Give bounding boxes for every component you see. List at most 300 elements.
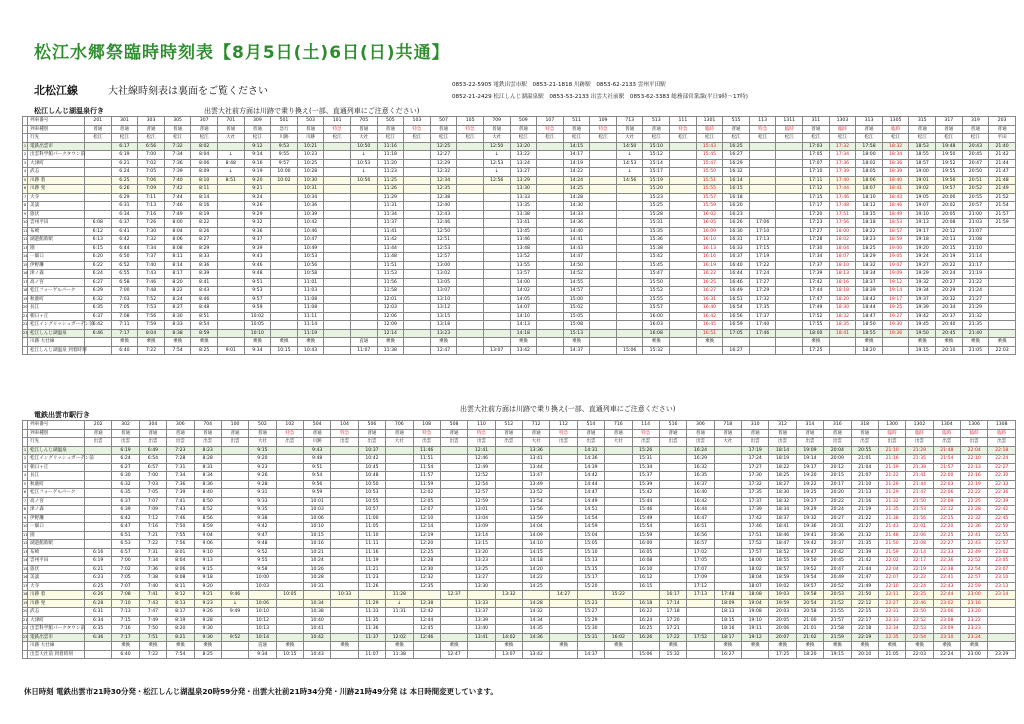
time-cell: 17:19 xyxy=(749,253,776,262)
time-cell xyxy=(440,540,467,549)
time-cell xyxy=(324,304,351,313)
time-cell: 15:23 xyxy=(577,599,604,608)
time-cell xyxy=(440,523,467,532)
time-cell xyxy=(331,540,358,549)
summary-cell: 18:20 xyxy=(856,346,883,355)
time-cell xyxy=(217,278,244,287)
time-cell xyxy=(776,236,803,245)
time-cell xyxy=(457,151,484,160)
header-cell: 201 xyxy=(85,117,112,126)
time-cell: 20:45 xyxy=(936,329,963,338)
time-cell: 7:34 xyxy=(138,244,165,253)
time-cell: 8:06 xyxy=(191,159,218,168)
line-name: 北松江線 xyxy=(34,84,78,97)
time-cell: 8:43 xyxy=(191,287,218,296)
time-cell xyxy=(537,159,564,168)
time-cell xyxy=(495,455,522,464)
time-cell: 20:58 xyxy=(796,608,823,617)
time-cell: 6:26 xyxy=(85,591,112,600)
header-cell: 特急 xyxy=(749,125,776,134)
time-cell xyxy=(776,244,803,253)
time-cell xyxy=(404,151,431,160)
time-cell: 10:50 xyxy=(358,480,385,489)
time-cell: 14:22 xyxy=(563,168,590,177)
time-cell: 10:55 xyxy=(358,497,385,506)
time-cell: 7:16 xyxy=(139,523,166,532)
summary-cell xyxy=(605,650,632,659)
header-cell: 普通 xyxy=(989,125,1016,134)
time-cell xyxy=(404,159,431,168)
time-cell xyxy=(350,210,377,219)
time-cell xyxy=(276,531,303,540)
time-cell: 7:56 xyxy=(167,540,194,549)
time-cell: 17:34 xyxy=(803,253,830,262)
time-cell: 9:36 xyxy=(244,227,271,236)
table-row xyxy=(23,193,1016,202)
time-cell: 13:04 xyxy=(468,514,495,523)
time-cell xyxy=(776,295,803,304)
time-cell: 8:38 xyxy=(164,329,191,338)
summary-cell: 21:05 xyxy=(878,650,905,659)
time-cell xyxy=(276,480,303,489)
time-cell: 18:14 xyxy=(769,446,796,455)
time-cell xyxy=(386,446,413,455)
time-cell: 18:57 xyxy=(909,159,936,168)
time-cell: 12:14 xyxy=(413,523,440,532)
time-cell xyxy=(670,295,697,304)
time-cell xyxy=(776,176,803,185)
time-cell: 22:27 xyxy=(988,463,1016,472)
time-cell: 10:58 xyxy=(297,270,324,279)
station-name: 松江しんじ湖温泉 xyxy=(28,329,85,338)
time-cell: 9:30 xyxy=(194,625,221,634)
summary-cell: 7:22 xyxy=(138,346,165,355)
time-cell: 8:48 xyxy=(217,159,244,168)
header-cell: 309 xyxy=(244,117,271,126)
station-name: 美談 xyxy=(28,202,85,211)
row-number: 19 xyxy=(23,599,28,608)
time-cell: 11:11 xyxy=(297,312,324,321)
time-cell xyxy=(483,270,510,279)
time-cell: 12:02 xyxy=(413,489,440,498)
time-cell xyxy=(404,142,431,151)
time-cell xyxy=(271,295,298,304)
time-cell: 18:57 xyxy=(882,227,909,236)
time-cell: 22:50 xyxy=(988,523,1016,532)
time-cell: 20:00 xyxy=(936,193,963,202)
header-cell: 511 xyxy=(563,117,590,126)
time-cell: 12:30 xyxy=(413,565,440,574)
summary-cell: 乗換 xyxy=(331,642,358,651)
time-cell: 19:10 xyxy=(742,616,769,625)
time-cell: 21:38 xyxy=(878,514,905,523)
time-cell: 21:58 xyxy=(824,625,851,634)
time-cell xyxy=(616,329,643,338)
time-cell: 17:40 xyxy=(749,321,776,330)
time-cell: 8:59 xyxy=(194,523,221,532)
time-cell: ↓ xyxy=(350,168,377,177)
time-cell xyxy=(440,531,467,540)
time-cell: 15:00 xyxy=(563,295,590,304)
time-cell xyxy=(670,151,697,160)
time-cell: 21:38 xyxy=(906,463,933,472)
time-cell: 13:41 xyxy=(468,633,495,642)
summary-cell: 乗換 xyxy=(191,338,218,347)
time-cell: 22:20 xyxy=(933,523,960,532)
time-cell xyxy=(605,489,632,498)
time-cell xyxy=(495,472,522,481)
time-cell: 13:24 xyxy=(510,159,537,168)
header-cell: 出雲 xyxy=(194,438,221,447)
time-cell: 15:42 xyxy=(643,253,670,262)
time-cell xyxy=(659,446,686,455)
time-cell: 18:00 xyxy=(856,151,883,160)
time-cell xyxy=(271,253,298,262)
time-cell xyxy=(404,244,431,253)
time-cell: 22:57 xyxy=(988,540,1016,549)
time-cell xyxy=(590,304,617,313)
time-cell: 7:59 xyxy=(138,321,165,330)
time-cell: 6:36 xyxy=(85,633,112,642)
time-cell: 12:29 xyxy=(430,159,457,168)
time-cell: 6:25 xyxy=(85,582,112,591)
time-cell: 10:10 xyxy=(244,329,271,338)
summary-cell: 乗換 xyxy=(430,338,457,347)
header-cell: 出雲 xyxy=(632,438,659,447)
time-cell xyxy=(537,278,564,287)
time-cell: 15:20 xyxy=(577,582,604,591)
time-cell: 18:53 xyxy=(909,142,936,151)
time-cell: 21:41 xyxy=(906,472,933,481)
time-cell: 10:38 xyxy=(304,608,331,617)
time-cell: 6:35 xyxy=(85,304,112,313)
time-cell: 22:24 xyxy=(988,455,1016,464)
time-cell: 22:35 xyxy=(878,633,905,642)
table-row xyxy=(23,497,1016,506)
time-cell: 11:59 xyxy=(413,480,440,489)
time-cell: 17:46 xyxy=(742,523,769,532)
time-cell xyxy=(495,531,522,540)
time-cell xyxy=(350,278,377,287)
time-cell: 7:05 xyxy=(138,168,165,177)
time-cell xyxy=(221,565,248,574)
table-row xyxy=(23,329,1016,338)
header-cell: 319 xyxy=(962,117,989,126)
time-cell xyxy=(776,253,803,262)
header-cell: 出雲 xyxy=(878,438,905,447)
time-cell: 10:21 xyxy=(304,548,331,557)
time-cell: 20:31 xyxy=(824,523,851,532)
time-cell xyxy=(276,497,303,506)
summary-cell: 15:32 xyxy=(659,650,686,659)
time-cell: 9:33 xyxy=(249,497,276,506)
time-cell: 7:13 xyxy=(138,202,165,211)
time-cell: 22:06 xyxy=(933,489,960,498)
time-cell: 18:25 xyxy=(856,244,883,253)
time-cell: 8:19 xyxy=(191,210,218,219)
time-cell xyxy=(304,591,331,600)
time-cell: 16:02 xyxy=(696,210,723,219)
time-cell: 21:07 xyxy=(962,227,989,236)
header-cell: 普通 xyxy=(824,429,851,438)
time-cell: 13:14 xyxy=(468,531,495,540)
time-cell: 21:47 xyxy=(989,168,1016,177)
summary-cell: 乗換 xyxy=(386,642,413,651)
time-cell: 18:37 xyxy=(856,278,883,287)
time-cell: 18:13 xyxy=(829,270,856,279)
table-row xyxy=(23,565,1016,574)
header-cell: 出雲 xyxy=(796,438,823,447)
time-cell: 13:09 xyxy=(468,523,495,532)
time-cell: 17:52 xyxy=(742,540,769,549)
header-cell: 出雲 xyxy=(988,438,1016,447)
header-cell: 出雲 xyxy=(550,438,577,447)
time-cell: 16:18 xyxy=(632,599,659,608)
station-name: 出雲科学館パークタウン前 xyxy=(28,625,85,634)
time-cell xyxy=(483,193,510,202)
time-cell: 22:04 xyxy=(961,446,988,455)
time-cell xyxy=(659,463,686,472)
time-cell xyxy=(276,625,303,634)
summary-cell: 6:40 xyxy=(112,650,139,659)
row-number: 8 xyxy=(23,202,28,211)
header-cell: 302 xyxy=(112,421,139,430)
summary-cell: 直通 xyxy=(249,642,276,651)
time-cell xyxy=(404,312,431,321)
time-cell: 16:00 xyxy=(632,540,659,549)
time-cell xyxy=(386,582,413,591)
time-cell: 9:12 xyxy=(244,142,271,151)
time-cell: 21:50 xyxy=(906,497,933,506)
time-cell: 8:19 xyxy=(167,616,194,625)
time-cell: 9:28 xyxy=(249,480,276,489)
time-cell xyxy=(276,489,303,498)
time-cell xyxy=(659,565,686,574)
time-cell: 17:07 xyxy=(687,565,714,574)
summary-cell: 乗換 xyxy=(194,642,221,651)
table-row xyxy=(23,142,1016,151)
time-cell: 18:35 xyxy=(829,321,856,330)
time-cell xyxy=(276,506,303,515)
time-cell xyxy=(714,557,741,566)
header-cell: 臨時 xyxy=(933,429,960,438)
time-cell: 18:02 xyxy=(856,159,883,168)
time-cell xyxy=(457,227,484,236)
time-cell xyxy=(714,540,741,549)
time-cell: 8:14 xyxy=(164,261,191,270)
time-cell: 6:31 xyxy=(111,202,138,211)
time-cell xyxy=(85,523,112,532)
station-name: 長江 xyxy=(28,304,85,313)
section1-transfer-note: 出雲大社前方面は川跡で乗り換え(一部、直通列車にご注意ください) xyxy=(204,107,420,115)
time-cell: 22:33 xyxy=(933,548,960,557)
time-cell xyxy=(989,329,1016,338)
header-cell: 313 xyxy=(856,117,883,126)
time-cell: 10:50 xyxy=(350,142,377,151)
time-cell xyxy=(85,489,112,498)
time-cell: 21:54 xyxy=(989,202,1016,211)
header-label: 行先 xyxy=(28,134,85,143)
time-cell: 10:01 xyxy=(304,497,331,506)
time-cell: 7:00 xyxy=(111,287,138,296)
time-cell xyxy=(404,304,431,313)
table-row xyxy=(23,463,1016,472)
time-cell: 18:55 xyxy=(909,151,936,160)
time-cell: 7:36 xyxy=(164,159,191,168)
time-cell: 21:10 xyxy=(878,446,905,455)
header-cell: 臨時 xyxy=(878,429,905,438)
time-cell: 22:10 xyxy=(961,455,988,464)
summary-cell: 17:25 xyxy=(803,346,830,355)
time-cell: 13:57 xyxy=(510,270,537,279)
time-cell: 17:15 xyxy=(803,193,830,202)
time-cell xyxy=(404,253,431,262)
time-cell: 17:47 xyxy=(803,295,830,304)
time-cell: 13:33 xyxy=(510,193,537,202)
time-cell xyxy=(550,489,577,498)
time-cell xyxy=(276,633,303,642)
header-cell: 普通 xyxy=(191,125,218,134)
time-cell xyxy=(331,531,358,540)
header-cell: 普通 xyxy=(358,429,385,438)
time-cell: 14:25 xyxy=(523,582,550,591)
time-cell: 21:04 xyxy=(851,463,878,472)
time-cell xyxy=(221,463,248,472)
time-cell: 20:02 xyxy=(936,202,963,211)
time-cell: 14:34 xyxy=(523,616,550,625)
time-cell: 18:04 xyxy=(742,574,769,583)
time-cell: 21:55 xyxy=(824,608,851,617)
time-cell: 11:37 xyxy=(377,219,404,228)
header-cell: 大社 xyxy=(217,134,244,143)
header-cell: 出雲 xyxy=(906,438,933,447)
time-cell: 6:30 xyxy=(112,472,139,481)
time-cell xyxy=(632,591,659,600)
time-cell: 8:27 xyxy=(164,304,191,313)
time-cell: 18:22 xyxy=(769,463,796,472)
time-cell: 16:10 xyxy=(696,236,723,245)
time-cell: 12:53 xyxy=(483,159,510,168)
row-number: 10 xyxy=(23,523,28,532)
time-cell xyxy=(468,591,495,600)
time-cell: 20:40 xyxy=(936,321,963,330)
time-cell xyxy=(386,540,413,549)
time-cell: 9:20 xyxy=(244,176,271,185)
time-cell: 17:03 xyxy=(803,142,830,151)
time-cell xyxy=(988,633,1016,642)
time-cell: 19:05 xyxy=(882,253,909,262)
time-cell xyxy=(386,514,413,523)
time-cell: 6:56 xyxy=(138,142,165,151)
table-row xyxy=(23,599,1016,608)
time-cell xyxy=(537,287,564,296)
time-cell xyxy=(590,227,617,236)
time-cell: 19:34 xyxy=(909,287,936,296)
time-cell: 17:27 xyxy=(749,278,776,287)
time-cell: 15:28 xyxy=(643,210,670,219)
summary-cell: 乗換 xyxy=(297,338,324,347)
summary-cell: 10:15 xyxy=(271,346,298,355)
time-cell xyxy=(85,142,112,151)
time-cell: 6:57 xyxy=(112,548,139,557)
time-cell: 16:40 xyxy=(687,489,714,498)
time-cell: 18:32 xyxy=(829,312,856,321)
summary-cell xyxy=(404,338,431,347)
time-cell: 22:32 xyxy=(961,514,988,523)
time-cell: 22:17 xyxy=(851,616,878,625)
time-cell: 14:57 xyxy=(563,287,590,296)
time-cell: 18:02 xyxy=(829,236,856,245)
time-cell xyxy=(988,599,1016,608)
time-cell: 17:58 xyxy=(856,142,883,151)
time-cell: 16:22 xyxy=(632,608,659,617)
row-number: 16 xyxy=(23,270,28,279)
time-cell: 7:02 xyxy=(138,159,165,168)
time-cell: 18:00 xyxy=(803,329,830,338)
time-cell xyxy=(495,608,522,617)
summary-cell: 乗換 xyxy=(440,642,467,651)
time-cell xyxy=(616,236,643,245)
time-cell xyxy=(523,591,550,600)
time-cell: 7:37 xyxy=(138,253,165,262)
time-cell: 16:26 xyxy=(723,219,750,228)
time-cell xyxy=(714,565,741,574)
time-cell xyxy=(989,304,1016,313)
time-cell: 10:34 xyxy=(304,599,331,608)
time-cell: 14:30 xyxy=(563,202,590,211)
time-cell xyxy=(714,472,741,481)
time-cell: 17:28 xyxy=(803,236,830,245)
time-cell: 22:33 xyxy=(988,480,1016,489)
time-cell xyxy=(659,540,686,549)
time-cell: 9:31 xyxy=(249,489,276,498)
time-cell xyxy=(217,185,244,194)
time-cell: 22:24 xyxy=(906,582,933,591)
time-cell: 18:15 xyxy=(856,210,883,219)
header-cell: 普通 xyxy=(112,429,139,438)
time-cell xyxy=(457,295,484,304)
time-cell: 19:01 xyxy=(909,176,936,185)
time-cell xyxy=(350,253,377,262)
time-cell xyxy=(749,151,776,160)
time-cell: 19:58 xyxy=(796,591,823,600)
time-cell: 15:38 xyxy=(643,244,670,253)
time-cell: 7:08 xyxy=(112,591,139,600)
time-cell xyxy=(776,304,803,313)
header-cell: 松江 xyxy=(324,134,351,143)
summary-cell: 22:03 xyxy=(989,346,1016,355)
time-cell: 11:23 xyxy=(358,574,385,583)
time-cell: 9:23 xyxy=(249,463,276,472)
time-cell xyxy=(550,455,577,464)
time-cell: 8:36 xyxy=(194,480,221,489)
time-cell: 22:54 xyxy=(906,633,933,642)
time-cell: 15:45 xyxy=(696,151,723,160)
header-cell: 松江 xyxy=(856,134,883,143)
time-cell: 22:34 xyxy=(878,625,905,634)
time-cell: 23:06 xyxy=(933,608,960,617)
time-cell: 7:28 xyxy=(167,455,194,464)
time-cell: 21:13 xyxy=(851,489,878,498)
time-cell: 9:46 xyxy=(221,591,248,600)
table-row xyxy=(23,616,1016,625)
time-cell: 13:29 xyxy=(510,176,537,185)
time-cell: 11:33 xyxy=(358,608,385,617)
time-cell: 18:52 xyxy=(769,548,796,557)
time-cell xyxy=(386,523,413,532)
time-cell xyxy=(495,565,522,574)
row-number: 12 xyxy=(23,540,28,549)
